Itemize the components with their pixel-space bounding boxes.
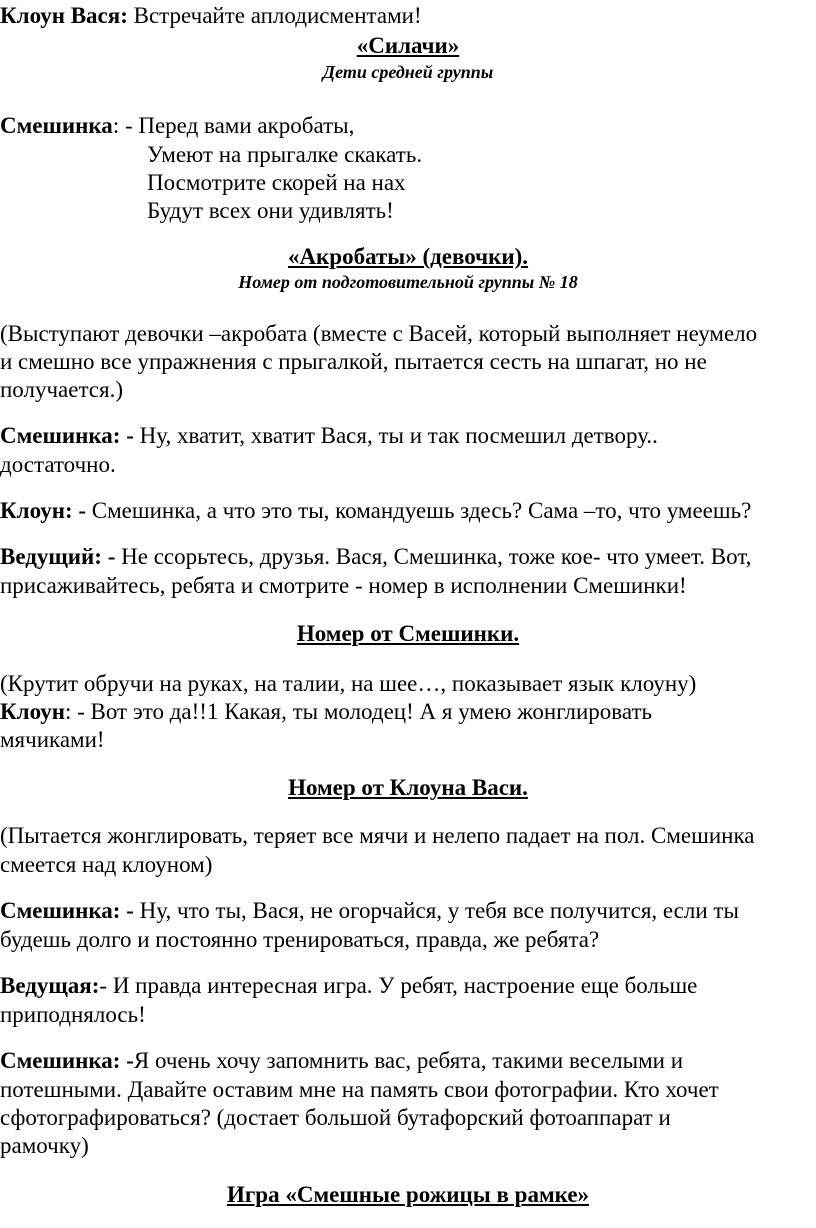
paragraph-8-line-1: Смешинка: - Ну, что ты, Вася, не огорчайся, у тебя все получится, если ты — [0, 898, 739, 923]
speaker-hostess: Ведущая: — [0, 973, 100, 998]
paragraph-8-line-2: будешь долго и постоянно тренироваться, правда, же ребята? — [0, 927, 600, 952]
paragraph-6-line-2: мячиками! — [0, 727, 105, 752]
subheading-silachi: Дети средней группы — [322, 62, 494, 82]
poem-line-4: Будут всех они удивлять! — [147, 198, 394, 223]
paragraph-10-line-1: Смешинка: -Я очень хочу запомнить вас, ребята, такими веселыми и — [0, 1048, 684, 1073]
speaker-smeshinka: Смешинка: - — [0, 898, 134, 923]
paragraph-3-line-1: Клоун: - Смешинка, а что это ты, командуешь здесь? Сама –то, что умеешь? — [0, 498, 752, 523]
subheading-akrobaty: Номер от подготовительной группы № 18 — [238, 272, 578, 292]
speaker-smeshinka: Смешинка: - — [0, 1048, 134, 1073]
paragraph-10-line-2: потешными. Давайте оставим мне на память свои фотографии. Кто хочет — [0, 1077, 719, 1102]
poem-line-1: Смешинка: - Перед вами акробаты, — [0, 113, 355, 138]
paragraph-9-line-1: Ведущая:- И правда интересная игра. У ребят, настроение еще больше — [0, 973, 698, 998]
paragraph-9-line-2: приподнялось! — [0, 1002, 146, 1027]
paragraph-1-line-1: (Выступают девочки –акробата (вместе с Васей, который выполняет неумело — [0, 321, 758, 346]
paragraph-6-line-1: Клоун: - Вот это да!!1 Какая, ты молодец! А я умею жонглировать — [0, 699, 652, 724]
paragraph-10-line-4: рамочку) — [0, 1133, 89, 1158]
speaker-clown: Клоун — [0, 699, 65, 724]
paragraph-7-line-2: смеется над клоуном) — [0, 852, 213, 877]
paragraph-1-line-2: и смешно все упражнения с прыгалкой, пытается сесть на шпагат, но не — [0, 349, 707, 374]
intro-text: Встречайте аплодисментами! — [127, 3, 422, 28]
paragraph-4-line-2: присаживайтесь, ребята и смотрите - номер в исполнении Смешинки! — [0, 573, 687, 598]
paragraph-4-line-1: Ведущий: - Не ссорьтесь, друзья. Вася, Смешинка, тоже кое- что умеет. Вот, — [0, 544, 752, 569]
paragraph-10-line-3: сфотографироваться? (достает большой бутафорский фотоаппарат и — [0, 1105, 671, 1130]
speaker-clown-vasya: Клоун Вася: — [0, 3, 128, 28]
paragraph-2-line-2: достаточно. — [0, 452, 116, 477]
heading-smeshinka-number: Номер от Смешинки. — [296, 621, 520, 646]
speaker-smeshinka: Смешинка — [0, 113, 113, 138]
poem-line-3: Посмотрите скорей на нах — [147, 170, 406, 195]
paragraph-5-line-1: (Крутит обручи на руках, на талии, на шее…, показывает язык клоуну) — [0, 671, 697, 696]
paragraph-7-line-1: (Пытается жонглировать, теряет все мячи и нелепо падает на пол. Смешинка — [0, 823, 755, 848]
paragraph-1-line-3: получается.) — [0, 377, 123, 402]
speaker-host: Ведущий: - — [0, 544, 116, 569]
heading-game: Игра «Смешные рожицы в рамке» — [226, 1182, 590, 1207]
heading-akrobaty: «Акробаты» (девочки). — [287, 244, 529, 269]
speaker-smeshinka: Смешинка: - — [0, 423, 134, 448]
speaker-clown: Клоун: - — [0, 498, 87, 523]
poem-line-2: Умеют на прыгалке скакать. — [147, 142, 423, 167]
heading-silachi: «Силачи» — [356, 33, 460, 58]
heading-clown-number: Номер от Клоуна Васи. — [288, 775, 528, 800]
paragraph-2-line-1: Смешинка: - Ну, хватит, хватит Вася, ты и так посмешил детвору.. — [0, 423, 658, 448]
intro-line — [0, 1, 422, 30]
